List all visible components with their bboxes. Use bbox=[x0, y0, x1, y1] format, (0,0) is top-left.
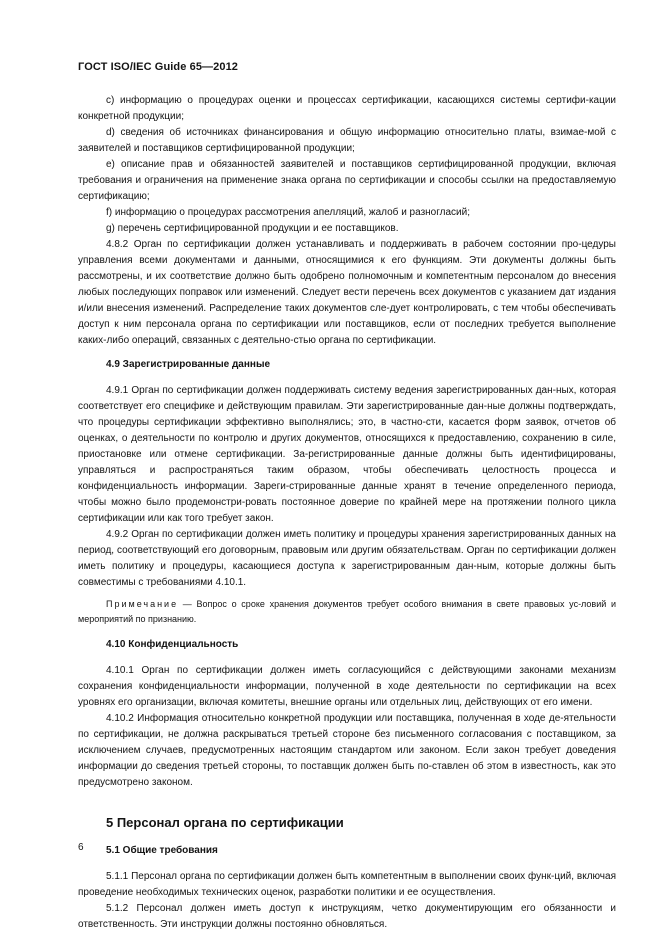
document-body bbox=[78, 93, 616, 933]
paragraph-5-1-2: 5.1.2 Персонал должен иметь доступ к инструкциям, четко документирующим его обязанности и ответственность. Эти инструкции должны постоянно обновляться. bbox=[78, 903, 616, 930]
paragraph-4-9-2: 4.9.2 Орган по сертификации должен иметь политику и процедуры хранения зарегистрированных данных на период, соответствующий его договорным, правовым или другим обязательствам. Орган по сертификации должен иметь политику и процедуры, касающиеся доступа к зарегистрированным дан-ным, которые должны быть совместимы с требованиями 4.10.1. bbox=[78, 529, 616, 588]
paragraph-4-9-1: 4.9.1 Орган по сертификации должен поддерживать систему ведения зарегистрированных дан-ных, которая соответствует его специфике и действующим правилам. Эти зарегистрированные дан-ные должны подтверждать, что процедуры сертификации эффективно выполнялись; это, в частно-сти, касается форм заявок, отчетов об оценках, о деятельности по контролю и других документов, относящихся к предоставлению, сохранению в силе, приостановке или отмене сертификации. За-регистрированные данные должны быть идентифицированы, управляться и распространяться таким образом, чтобы обеспечивать целостность процесса и конфиденциальность информации. Зареги-стрированные данные хранят в течение определенного периода, чтобы можно было продемонстри-ровать постоянное доверие по крайней мере на протяжении полного цикла сертификации или как того требует закон. bbox=[78, 385, 616, 524]
paragraph-g: g) перечень сертифицированной продукции и ее поставщиков. bbox=[106, 223, 399, 234]
heading-5-1: 5.1 Общие требования bbox=[106, 845, 218, 856]
heading-4-9: 4.9 Зарегистрированные данные bbox=[106, 359, 271, 370]
note-label: Примечание bbox=[106, 599, 179, 609]
paragraph-c: с) информацию о процедурах оценки и процессах сертификации, касающихся системы сертифи-кации конкретной продукции; bbox=[78, 95, 616, 122]
paragraph-4-10-1: 4.10.1 Орган по сертификации должен иметь согласующийся с действующими законами механизм сохранения конфиденциальности информации, полученной в ходе деятельности по сертификации на всех уровнях его организации, включая комитеты, внешние органы или отдельных лиц, действующих от его имени. bbox=[78, 665, 616, 708]
paragraph-4-8-2: 4.8.2 Орган по сертификации должен устанавливать и поддерживать в рабочем состоянии про-цедуры управления всеми документами и данными, относящимися к его функциям. Эти документы должны быть рассмотрены, и их соответствие должно быть одобрено полномочным и компетентным персоналом до внесения любых последующих поправок или изменений. Следует вести перечень всех документов с указанием дат издания и/или внесения изменений. Распределение таких документов сле-дует контролировать, с тем чтобы обеспечивать доступ к ним персонала органа по сертификации или поставщиков, если от последних требуется выполнение каких-либо операций, связанных с деятельно-стью органа по сертификации. bbox=[78, 239, 616, 346]
paragraph-f: f) информацию о процедурах рассмотрения апелляций, жалоб и разногласий; bbox=[106, 207, 471, 218]
paragraph-d: d) сведения об источниках финансирования и общую информацию относительно платы, взимае-мой с заявителей и поставщиков сертифицированной продукции; bbox=[78, 127, 616, 154]
note-text: — Вопрос о сроке хранения документов требует особого внимания в свете правовых ус-ловий и мероприятий по признанию. bbox=[78, 599, 616, 624]
paragraph-5-1-1: 5.1.1 Персонал органа по сертификации должен быть компетентным в выполнении своих функ-ций, включая проведение необходимых технических оценок, разработки политики и ее осуществления. bbox=[78, 871, 616, 898]
paragraph-4-10-2: 4.10.2 Информация относительно конкретной продукции или поставщика, полученная в ходе де-ятельности по сертификации, не должна раскрываться третьей стороне без письменного согласования с поставщиком, за исключением случаев, предусмотренных настоящим стандартом или законом. Если закон требует доведения информации до сведения третьей стороны, то поставщик должен быть по-ставлен об этом в известность, как это предусмотрено законом. bbox=[78, 713, 616, 788]
heading-5: 5 Персонал органа по сертификации bbox=[106, 815, 344, 830]
document-header: ГОСТ ISO/IEC Guide 65—2012 bbox=[78, 61, 239, 73]
paragraph-e: е) описание прав и обязанностей заявителей и поставщиков сертифицированной продукции, включая требования и ограничения на применение знака органа по сертификации и способы ссылки на предоставляемую сертификацию; bbox=[78, 159, 616, 202]
heading-4-10: 4.10 Конфиденциальность bbox=[106, 639, 239, 650]
page-number: 6 bbox=[78, 842, 84, 853]
note bbox=[78, 597, 616, 627]
